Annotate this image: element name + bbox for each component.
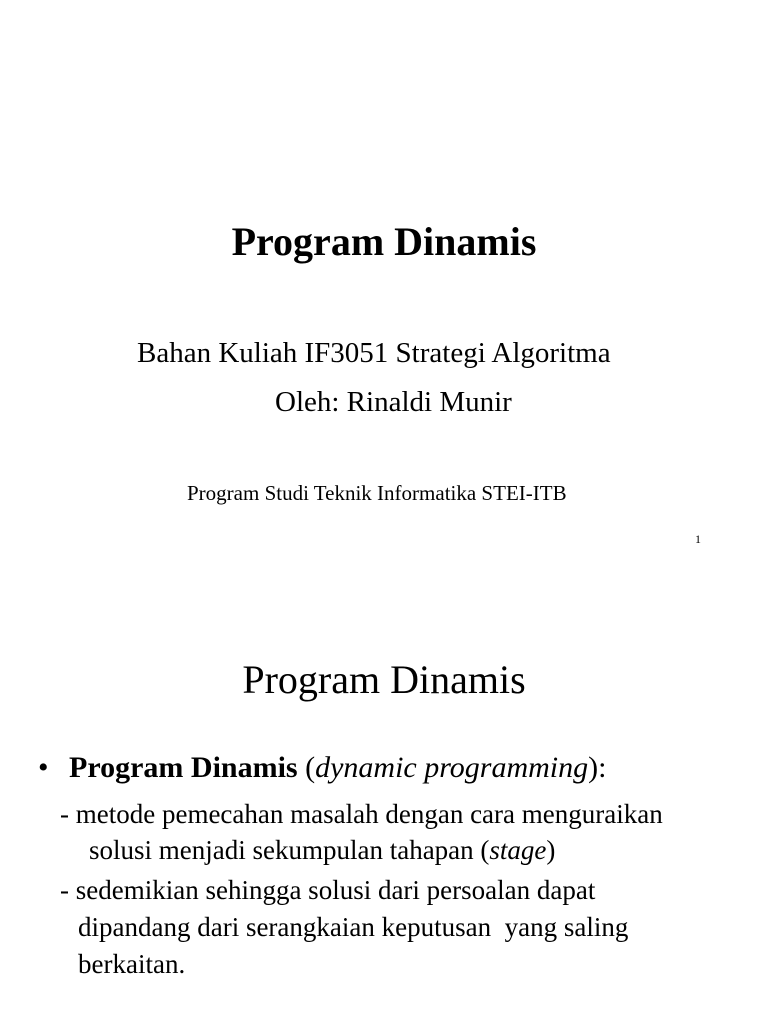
- slide-1-title: Program Dinamis: [231, 219, 537, 264]
- course-name: Bahan Kuliah IF3051 Strategi Algoritma: [137, 337, 611, 369]
- bullet-open-paren: (: [297, 751, 316, 784]
- study-program: Program Studi Teknik Informatika STEI-ITB: [187, 481, 567, 505]
- point-2-line-3: berkaitan.: [78, 949, 186, 979]
- bullet-definition: [38, 750, 606, 786]
- slide-2: [0, 576, 768, 1024]
- point-1-line-1: - metode pemecahan masalah dengan cara menguraikan: [60, 799, 663, 829]
- author-line: Oleh: Rinaldi Munir: [275, 386, 512, 418]
- bullet-english-term: dynamic programming: [315, 751, 589, 784]
- bullet-term: Program Dinamis: [69, 751, 298, 784]
- point-2-line-1: - sedemikian sehingga solusi dari persoalan dapat: [60, 875, 596, 905]
- point-1-stage-term: stage: [489, 835, 547, 865]
- point-2-line-2: dipandang dari serangkaian keputusan yang saling: [78, 912, 629, 942]
- page-number: 1: [695, 532, 701, 546]
- point-1-line-2: [89, 834, 555, 866]
- bullet-close: ):: [588, 751, 607, 784]
- bullet-marker: •: [38, 751, 49, 784]
- point-1-line-2-suffix: ): [546, 835, 556, 865]
- slide-2-title: Program Dinamis: [242, 657, 526, 702]
- point-1-line-2-prefix: solusi menjadi sekumpulan tahapan (: [89, 835, 490, 865]
